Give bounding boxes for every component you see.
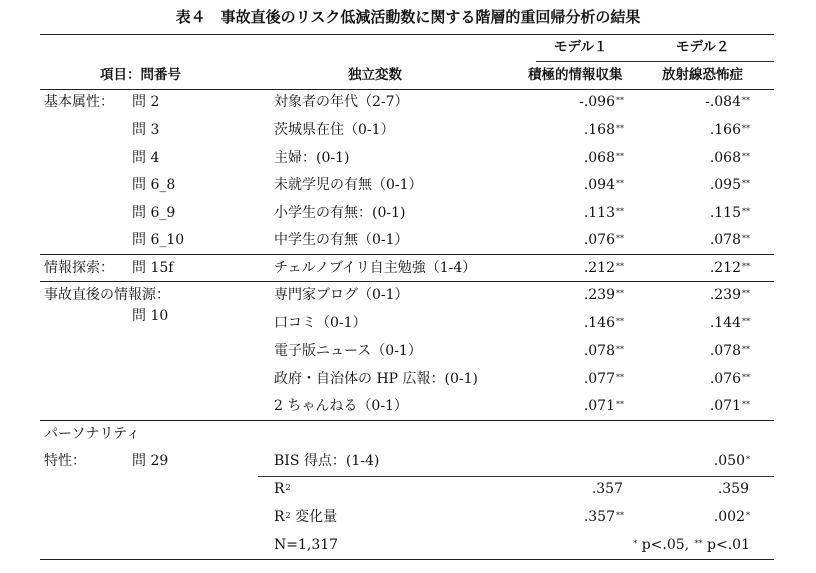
model1-subheader: 積極的情報収集 [528,67,623,83]
row-question: 問 4 [132,150,160,166]
sample-size: N=1,317 [274,537,339,553]
top-rule [40,34,774,35]
r-squared-change-model1: .357** [583,509,624,525]
row-group: 情報探索： [44,260,114,276]
section-rule-2 [40,281,774,282]
row-model1-value: .212** [583,260,624,276]
row-group: 基本属性： [44,94,114,110]
row-model2-value: .212** [709,260,750,276]
row-variable: 未就学児の有無（0‑1） [274,177,423,193]
r-squared-model2: .359 [717,481,749,497]
row-question: 問 10 [132,308,169,324]
row-model2-value: .166** [709,122,750,138]
model1-header: モデル１ [554,39,608,55]
row-group: パーソナリティ [44,426,141,442]
model2-header: モデル２ [676,39,730,55]
r-squared-model1: .357 [591,481,623,497]
row-group: 事故直後の情報源： [44,287,170,303]
r-squared-change-model2: .002* [713,509,750,525]
row-variable: 専門家ブログ（0‑1） [274,287,409,303]
header-rule [40,89,774,90]
row-model1-value: .113** [583,205,624,221]
row-variable: チェルノブイリ自主勉強（1‑4） [274,260,477,276]
row-model1-value: -.096** [579,94,624,110]
row-variable: 対象者の年代（2‑7） [274,94,409,110]
row-model2-value: .239** [709,287,750,303]
row-model1-value: .094** [583,177,624,193]
row-model1-value: .077** [583,371,624,387]
row-model2-value: .078** [709,343,750,359]
row-model2-value: .068** [709,150,750,166]
row-variable: 中学生の有無（0‑1） [274,232,409,248]
row-variable: 口コミ（0‑1） [274,315,367,331]
row-model1-value: .071** [583,398,624,414]
table-title: 表４ 事故直後のリスク低減活動数に関する階層的重回帰分析の結果 [175,8,641,26]
row-question: 問 15f [132,260,174,276]
row-model1-value: .078** [583,343,624,359]
model-header-rule [536,61,774,62]
row-model1-value: .146** [583,315,624,331]
section-rule-3 [40,420,774,421]
row-variable: 小学生の有無：(0‑1) [274,205,406,221]
r-squared-label: $R^2$ [274,481,291,497]
r-squared-change-label: $R^2$ 変化量 [274,509,338,525]
row-group: 特性： [44,453,86,469]
row-model2-value: .095** [709,177,750,193]
row-question: 問 6_9 [132,205,176,221]
row-variable: 政府・自治体の HP 広報：(0‑1) [274,371,478,387]
variable-column-header: 独立変数 [348,67,402,83]
row-question: 問 29 [132,453,169,469]
row-model2-value: -.084** [705,94,750,110]
row-variable: BIS 得点：(1‑4) [274,453,380,469]
row-model2-value: .071** [709,398,750,414]
row-model2-value: .115** [709,205,750,221]
item-column-header: 項目：問番号 [100,67,181,83]
row-variable: 2 ちゃんねる（0‑1） [274,398,408,414]
row-question: 問 3 [132,122,160,138]
row-model2-value: .050* [713,453,750,469]
row-variable: 電子版ニュース（0‑1） [274,343,422,359]
row-model1-value: .168** [583,122,624,138]
row-model2-value: .078** [709,232,750,248]
model2-subheader: 放射線恐怖症 [662,67,743,83]
row-model1-value: .076** [583,232,624,248]
row-model2-value: .144** [709,315,750,331]
row-question: 問 6_8 [132,177,176,193]
bottom-rule [40,559,774,560]
row-question: 問 2 [132,94,160,110]
row-variable: 主婦：(0‑1) [274,150,350,166]
row-model1-value: .068** [583,150,624,166]
row-variable: 茨城県在住（0‑1） [274,122,395,138]
row-model1-value: .239** [583,287,624,303]
row-model2-value: .076** [709,371,750,387]
significance-footnote: * p<.05, ** p<.01 [633,537,750,553]
row-question: 問 6_10 [132,232,185,248]
section-rule-1 [40,254,774,255]
stats-rule [258,476,774,477]
